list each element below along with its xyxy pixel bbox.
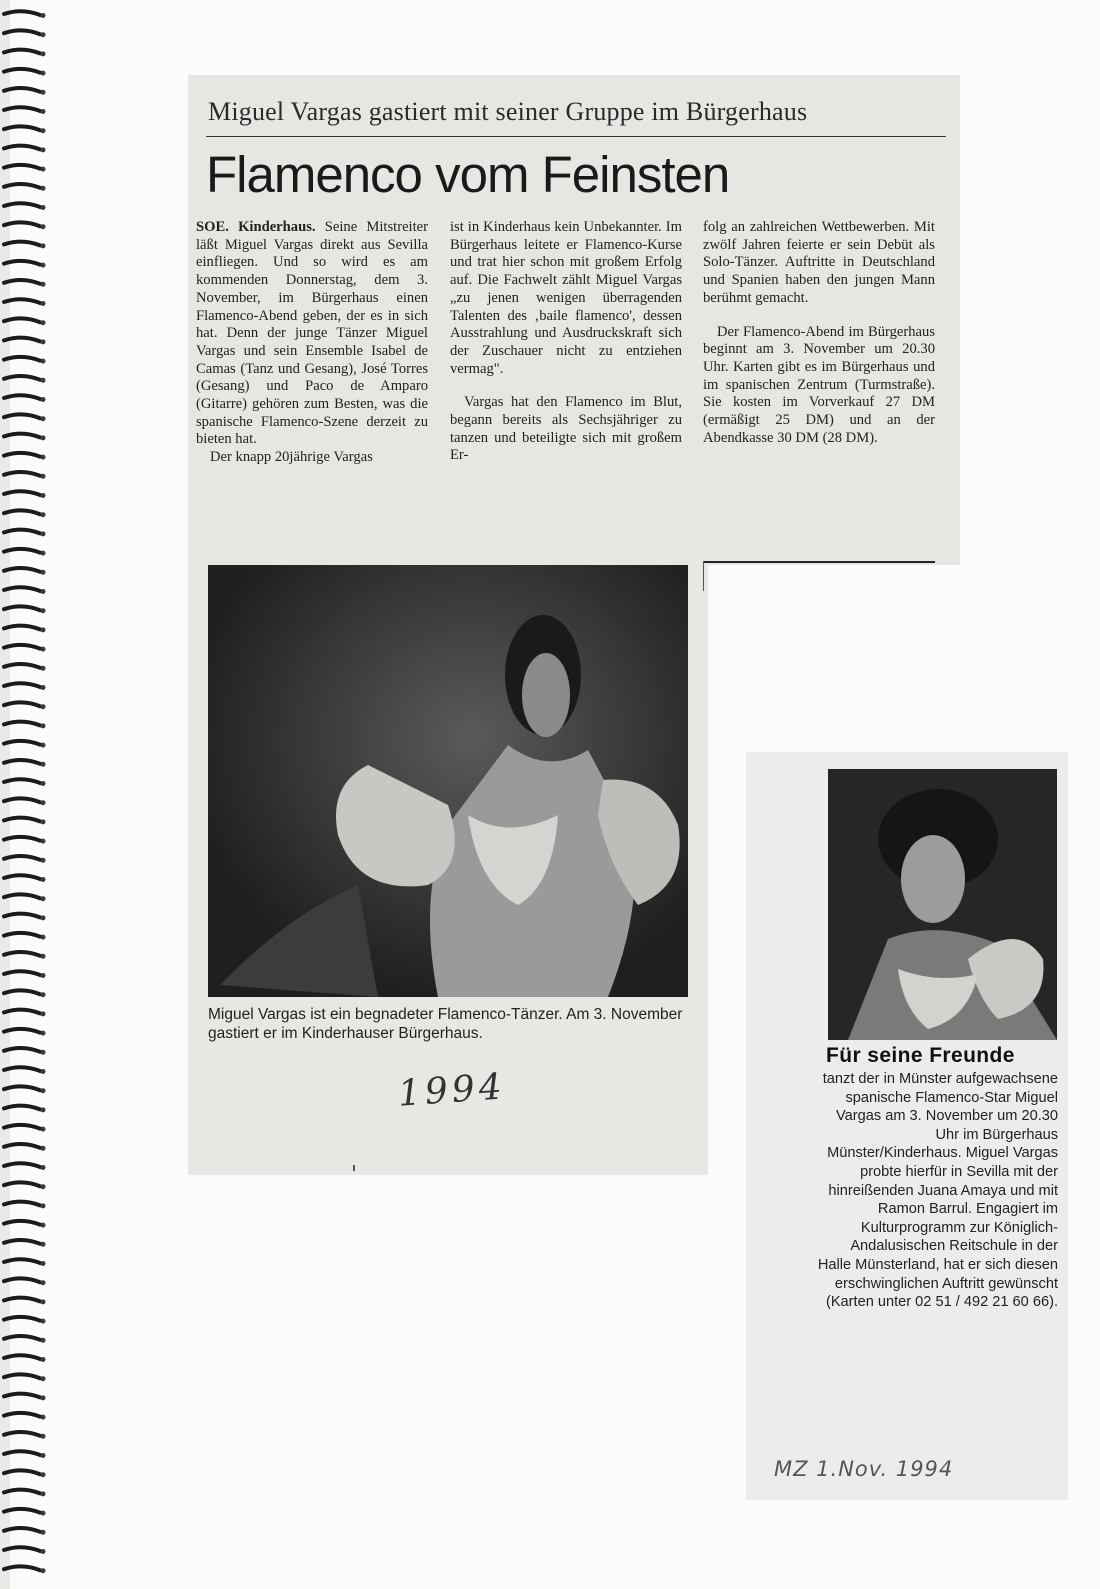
spiral-coil	[4, 779, 40, 783]
binding-hole	[41, 243, 46, 248]
spiral-coil	[4, 510, 40, 514]
spiral-coil	[4, 299, 40, 303]
binding-hole	[41, 992, 46, 997]
binding-hole	[41, 666, 46, 671]
binding-hole	[41, 397, 46, 402]
column-1-paragraph-2: Der knapp 20jährige Vargas	[210, 449, 373, 466]
spiral-coil	[4, 798, 40, 802]
spiral-coil	[4, 1202, 40, 1206]
binding-hole	[41, 800, 46, 805]
binding-hole	[41, 224, 46, 229]
binding-hole	[41, 704, 46, 709]
handwritten-source-date: MZ 1.Nov. 1994	[774, 1457, 954, 1481]
spiral-coil	[4, 1451, 40, 1455]
spiral-coil	[4, 606, 40, 610]
spiral-coil	[4, 1490, 40, 1494]
spiral-coil	[4, 875, 40, 879]
binding-hole	[41, 1242, 46, 1247]
spiral-coil	[4, 30, 40, 34]
binding-hole	[41, 512, 46, 517]
column-2-paragraph-1: ist in Kinderhaus kein Unbekannter. Im Bürgerhaus leitete er Flamenco-Kurse und trat hier schon mit großem Erfolg auf. Die Fachwelt zählt Miguel Vargas „zu jenen wenigen überragenden Talenten des ‚baile flamenco', dessen Ausstrahlung und Ausdruckskraft sich der Zuschauer nicht zu entziehen vermag".	[450, 219, 682, 377]
spiral-coil	[4, 1125, 40, 1129]
spiral-coil	[4, 1566, 40, 1570]
spiral-coil	[4, 184, 40, 188]
side-clipping	[746, 752, 1068, 1500]
spiral-coil	[4, 1221, 40, 1225]
article-column-1	[196, 219, 428, 467]
spiral-coil	[4, 856, 40, 860]
article-column-3	[703, 219, 935, 447]
binding-hole	[41, 378, 46, 383]
kicker-rule	[206, 136, 946, 137]
binding-hole	[41, 589, 46, 594]
spiral-coil	[4, 971, 40, 975]
column-3-paragraph-2: Der Flamenco-Abend im Bürgerhaus beginnt am 3. November um 20.30 Uhr. Karten gibt es im Bürgerhaus und im spanischen Zentrum (Turmstraße). Sie kosten im Vorverkauf 27 DM (ermäßigt 25 DM) und an der Abendkasse 30 DM (28 DM).	[703, 323, 935, 446]
spiral-coil	[4, 587, 40, 591]
spiral-coil	[4, 626, 40, 630]
binding-hole	[41, 551, 46, 556]
photo-caption: Miguel Vargas ist ein begnadeter Flamenco-Tänzer. Am 3. November gastiert er im Kinderhauser Bürgerhaus.	[208, 1006, 683, 1042]
binding-hole	[41, 839, 46, 844]
spiral-coil	[4, 434, 40, 438]
binding-hole	[41, 1357, 46, 1362]
binding-hole	[41, 1146, 46, 1151]
spiral-coil	[4, 990, 40, 994]
binding-hole	[41, 1453, 46, 1458]
spiral-coil	[4, 472, 40, 476]
binding-hole	[41, 877, 46, 882]
binding-hole	[41, 128, 46, 133]
binding-hole	[41, 1184, 46, 1189]
spiral-coil	[4, 664, 40, 668]
spiral-coil	[4, 1528, 40, 1532]
binding-hole	[41, 1491, 46, 1496]
binding-hole	[41, 743, 46, 748]
dancer-portrait-photo	[828, 769, 1057, 1040]
spiral-coil	[4, 1278, 40, 1282]
spiral-coil	[4, 357, 40, 361]
spiral-coil	[4, 1182, 40, 1186]
binding-hole	[41, 32, 46, 37]
article-headline: Flamenco vom Feinsten	[206, 146, 730, 203]
binding-hole	[41, 1530, 46, 1535]
spiral-coil	[4, 952, 40, 956]
binding-hole	[41, 493, 46, 498]
spiral-coil	[4, 146, 40, 150]
binding-hole	[41, 973, 46, 978]
binding-hole	[41, 685, 46, 690]
binding-hole	[41, 858, 46, 863]
binding-hole	[41, 1069, 46, 1074]
spiral-coil	[4, 702, 40, 706]
spiral-coil	[4, 1470, 40, 1474]
spiral-coil	[4, 1298, 40, 1302]
binding-hole	[41, 1549, 46, 1554]
spiral-coil	[4, 1067, 40, 1071]
spiral-coil	[4, 318, 40, 322]
spiral-coil	[4, 107, 40, 111]
binding-hole	[41, 1299, 46, 1304]
binding-hole	[41, 1280, 46, 1285]
spiral-coil	[4, 69, 40, 73]
column-1-paragraph-1: Seine Mitstreiter läßt Miguel Vargas direkt aus Sevilla einfliegen. Und so wird es am kommenden Donnerstag, dem 3. November, im Bürgerhaus einen Flamenco-Abend geben, der es in sich hat. Denn der junge Tänzer Miguel Vargas und sein Ensemble Isabel de Camas (Tanz und Gesang), José Torres (Gesang) und Paco de Amparo (Gitarre) gehören zum Besten, was die spanische Flamenco-Szene derzeit zu bieten hat.	[196, 219, 428, 448]
spiral-coil	[4, 914, 40, 918]
spiral-coil	[4, 1509, 40, 1513]
binding-hole	[41, 1165, 46, 1170]
binding-hole	[41, 282, 46, 287]
spiral-coil	[4, 549, 40, 553]
binding-hole	[41, 935, 46, 940]
binding-hole	[41, 1088, 46, 1093]
spiral-coil	[4, 683, 40, 687]
binding-hole	[41, 762, 46, 767]
binding-hole	[41, 359, 46, 364]
binding-hole	[41, 1511, 46, 1516]
spiral-coil	[4, 1547, 40, 1551]
binding-hole	[41, 474, 46, 479]
binding-hole	[41, 1261, 46, 1266]
binding-hole	[41, 896, 46, 901]
spiral-coil	[4, 645, 40, 649]
side-clipping-title: Für seine Freunde	[826, 1044, 1015, 1067]
binding-hole	[41, 263, 46, 268]
spiral-coil	[4, 203, 40, 207]
spiral-binding	[0, 0, 52, 1589]
binding-hole	[41, 147, 46, 152]
spiral-coil	[4, 894, 40, 898]
binding-hole	[41, 1203, 46, 1208]
binding-hole	[41, 90, 46, 95]
spiral-coil	[4, 1086, 40, 1090]
binding-hole	[41, 1107, 46, 1112]
spiral-coil	[4, 414, 40, 418]
spiral-coil	[4, 741, 40, 745]
spiral-coil	[4, 1163, 40, 1167]
spiral-coil	[4, 165, 40, 169]
binding-hole	[41, 1415, 46, 1420]
article-column-2	[450, 219, 682, 465]
clipping-cut-edge	[703, 561, 704, 591]
spiral-coil	[4, 453, 40, 457]
binding-hole	[41, 205, 46, 210]
binding-hole	[41, 1031, 46, 1036]
binding-hole	[41, 416, 46, 421]
binding-hole	[41, 954, 46, 959]
binding-hole	[41, 186, 46, 191]
spiral-coil	[4, 1029, 40, 1033]
column-2-paragraph-2: Vargas hat den Flamenco im Blut, begann bereits als Sechsjähriger zu tanzen und beteiligte sich mit großem Er-	[450, 394, 682, 464]
spiral-coil	[4, 338, 40, 342]
column-3-paragraph-1: folg an zahlreichen Wettbewerben. Mit zwölf Jahren feierte er sein Debüt als Solo-Tänzer. Auftritte in Deutschland und Spanien haben den jungen Mann berühmt gemacht.	[703, 219, 935, 306]
binding-hole	[41, 647, 46, 652]
spiral-coil	[4, 722, 40, 726]
binding-hole	[41, 301, 46, 306]
binding-hole	[41, 1472, 46, 1477]
spiral-coil	[4, 242, 40, 246]
binding-hole	[41, 1338, 46, 1343]
spiral-coil	[4, 50, 40, 54]
spiral-coil	[4, 1413, 40, 1417]
spiral-coil	[4, 88, 40, 92]
binding-hole	[41, 723, 46, 728]
spiral-coil	[4, 491, 40, 495]
binding-hole	[41, 781, 46, 786]
spiral-coil	[4, 568, 40, 572]
spiral-coil	[4, 837, 40, 841]
spiral-coil	[4, 261, 40, 265]
binding-hole	[41, 608, 46, 613]
dancer-photo	[208, 565, 688, 997]
spiral-coil	[4, 376, 40, 380]
spiral-coil	[4, 1374, 40, 1378]
spiral-coil	[4, 1106, 40, 1110]
spiral-coil	[4, 126, 40, 130]
binding-hole	[41, 167, 46, 172]
spiral-coil	[4, 530, 40, 534]
side-clipping-body: tanzt der in Münster aufgewachsene spanische Flamenco-Star Miguel Vargas am 3. November um 20.30 Uhr im Bürgerhaus Münster/Kinderhaus. Miguel Vargas probte hierfür in Sevilla mit der hinreißenden Juana Amaya und mit Ramon Barrul. Engagiert im Kulturprogramm zur Königlich-Andalusischen Reitschule in der Halle Münsterland, hat er sich diesen erschwinglichen Auftritt gewünscht (Karten unter 02 51 / 492 21 60 66).	[817, 1071, 1058, 1311]
binding-hole	[41, 819, 46, 824]
spiral-coil	[4, 1010, 40, 1014]
spiral-coil	[4, 1394, 40, 1398]
binding-hole	[41, 71, 46, 76]
binding-hole	[41, 627, 46, 632]
binding-hole	[41, 435, 46, 440]
handwritten-year-note: 1994	[396, 1066, 507, 1115]
spiral-coil	[4, 760, 40, 764]
spiral-coil	[4, 1432, 40, 1436]
binding-hole	[41, 1223, 46, 1228]
spiral-coil	[4, 818, 40, 822]
spiral-coil	[4, 222, 40, 226]
binding-hole	[41, 1050, 46, 1055]
binding-hole	[41, 570, 46, 575]
spiral-coil	[4, 1317, 40, 1321]
column-end-rule	[703, 561, 935, 563]
spiral-coil	[4, 1144, 40, 1148]
binding-hole	[41, 1568, 46, 1573]
spiral-coil	[4, 1048, 40, 1052]
binding-hole	[41, 1376, 46, 1381]
spiral-coil	[4, 1336, 40, 1340]
article-dateline: SOE. Kinderhaus.	[196, 219, 316, 235]
article-kicker: Miguel Vargas gastiert mit seiner Gruppe im Bürgerhaus	[208, 97, 808, 126]
binding-hole	[41, 339, 46, 344]
binding-hole	[41, 1434, 46, 1439]
spiral-coil	[4, 1355, 40, 1359]
binding-hole	[41, 531, 46, 536]
binding-hole	[41, 1011, 46, 1016]
paper-speck	[353, 1165, 355, 1171]
binding-hole	[41, 915, 46, 920]
binding-hole	[41, 320, 46, 325]
spiral-coil	[4, 11, 40, 15]
binding-hole	[41, 109, 46, 114]
spiral-coil	[4, 395, 40, 399]
binding-hole	[41, 1395, 46, 1400]
spiral-coil	[4, 933, 40, 937]
binding-hole	[41, 1127, 46, 1132]
binding-hole	[41, 1319, 46, 1324]
binding-hole	[41, 51, 46, 56]
spiral-coil	[4, 280, 40, 284]
spiral-coil	[4, 1259, 40, 1263]
spiral-coil	[4, 1240, 40, 1244]
binding-hole	[41, 455, 46, 460]
binding-hole	[41, 13, 46, 18]
